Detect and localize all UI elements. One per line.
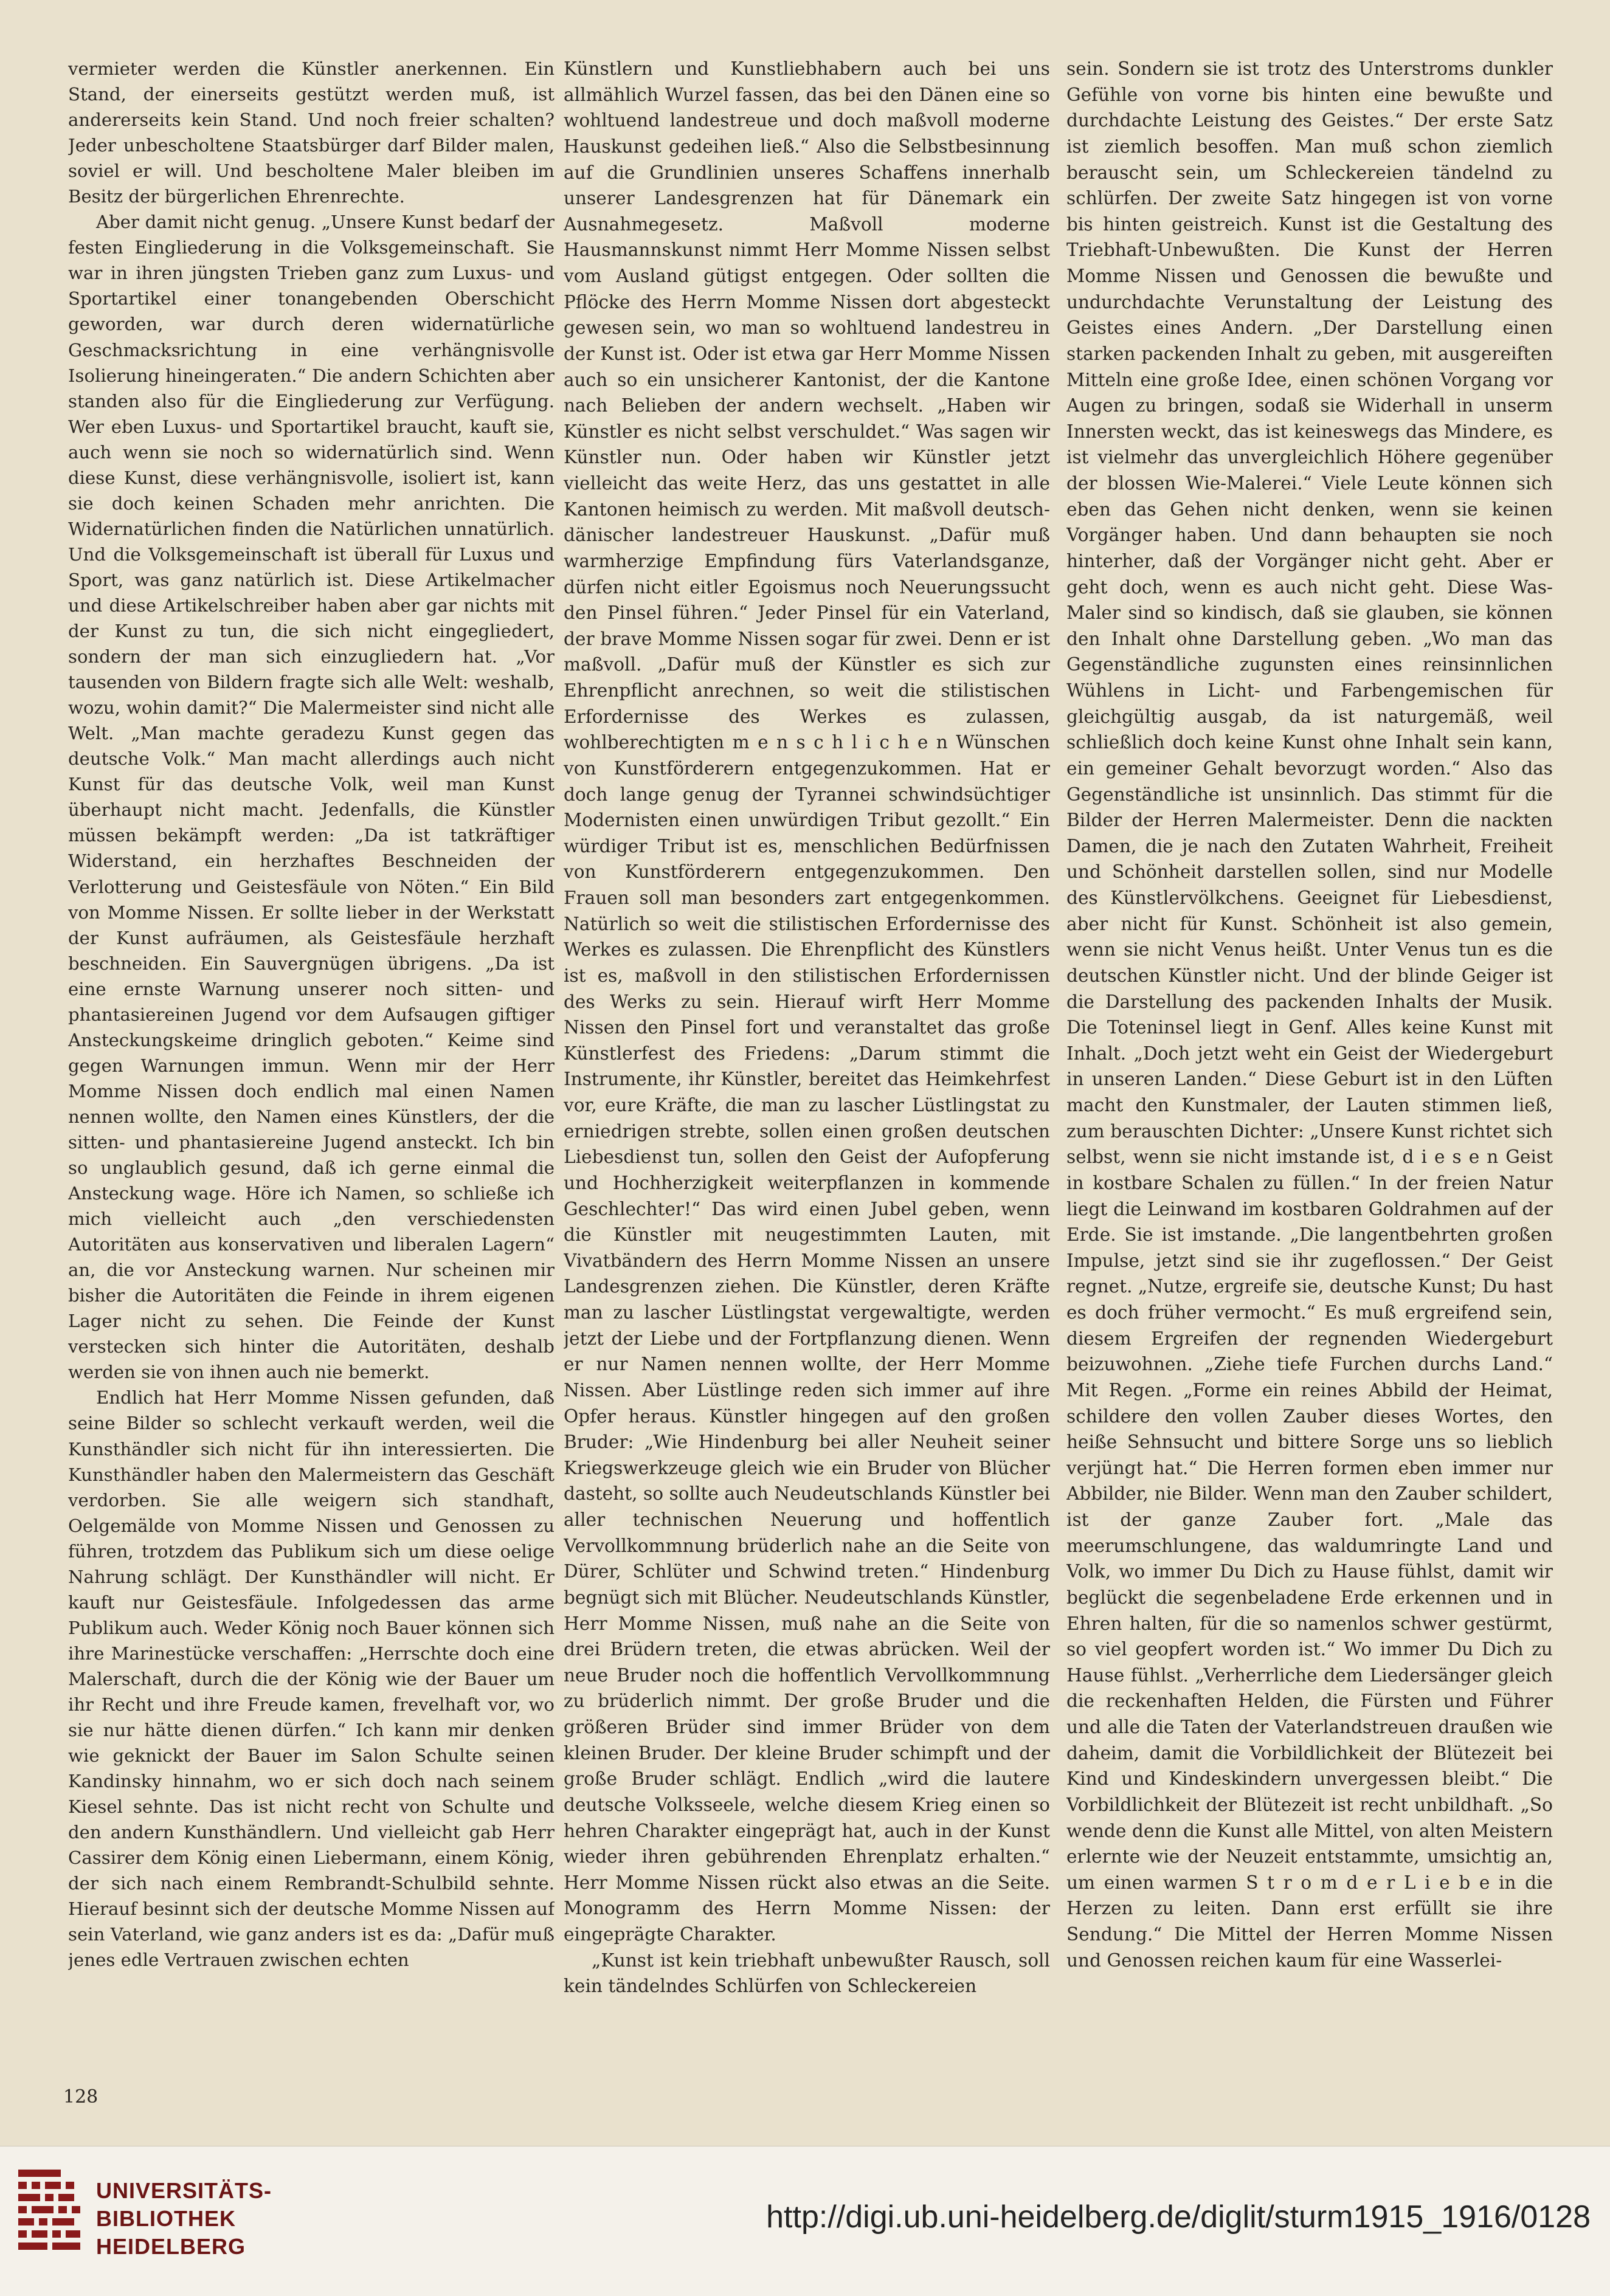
text-column-left [68,56,555,2007]
permalink-url[interactable]: http://digi.ub.uni-heidelberg.de/diglit/sturm1915_1916/0128 [766,2199,1591,2235]
paragraph: sein. Sondern sie ist trotz des Unterstroms dunkler Gefühle von vorne bis hinten eine bewußte und durchdachte Leistung des Geistes.“ Der erste Satz ist ziemlich besoffen. Man muß schon ziemlich berauscht sein, um Schleckereien tändelnd zu schlürfen. Der zweite Satz hingegen ist von vorne bis hinten geistreich. Kunst ist die Gestaltung des Triebhaft-Unbewußten. Die Kunst der Herren Momme Nissen und Genossen die bewußte und undurchdachte Verunstaltung der Leistung des Geistes eines Andern. „Der Darstellung einen starken packenden Inhalt zu geben, mit ausgereiften Mitteln eine große Idee, einen schönen Vorgang vor Augen zu bringen, sodaß sie Widerhall in unserm Innersten weckt, das ist keineswegs das Mindere, es ist vielmehr das unvergleichlich Höhere gegenüber der blossen Wie-Malerei.“ Viele Leute können sich eben das Gehen nicht denken, wenn sie keinen Vorgänger haben. Und dann behaupten sie noch hinterher, daß der Vorgänger nicht geht. Aber er geht doch, wenn es auch nicht geht. Diese Was-Maler sind so kindisch, daß sie glauben, sie können den Inhalt ohne Darstellung geben. „Wo man das Gegenständliche zugunsten eines reinsinnlichen Wühlens in Licht- und Farbengemischen für gleichgültig ausgab, da ist naturgemäß, weil schließlich doch keine Kunst ohne Inhalt sein kann, ein gemeiner Gehalt bevorzugt worden.“ Also das Gegenständliche ist unsinnlich. Das stimmt für die Bilder der Herren Malermeister. Denn die nackten Damen, die je nach den Zutaten Wahrheit, Freiheit und Schönheit darstellen sollen, sind nur Modelle des Künstlervölkchens. Geeignet für Liebesdienst, aber nicht für Kunst. Schönheit ist also gemein, wenn sie nicht Venus heißt. Unter Venus tun es die deutschen Künstler nicht. Und der blinde Geiger ist die Darstellung des packenden Inhalts der Musik. Die Toteninsel liegt in Genf. Alles keine Kunst mit Inhalt. „Doch jetzt weht ein Geist der Wiedergeburt in unseren Landen.“ Diese Geburt ist in den Lüften macht den Kunstmaler, der Lauten stimmen ließ, zum berauschten Dichter: „Unsere Kunst richtet sich selbst, wenn sie nicht imstande ist, d i e s e n Geist in kostbare Schalen zu füllen.“ In der freien Natur liegt die Leinwand im kostbaren Goldrahmen auf der Erde. Sie ist imstande. „Die langentbehrten großen Impulse, jetzt sind sie ihr zugeflossen.“ Der Geist regnet. „Nutze, ergreife sie, deutsche Kunst; Du hast es doch früher vermocht.“ Es muß ergreifend sein, diesem Ergreifen der regnenden Wiedergeburt beizuwohnen. „Ziehe tiefe Furchen durchs Land.“ Mit Regen. „Forme ein reines Abbild der Heimat, schildere den vollen Zauber dieses Wortes, den heiße Sehnsucht und bittere Sorge uns so lieblich verjüngt hat.“ Die Herren formen eben immer nur Abbilder, nie Bilder. Wenn man den Zauber schildert, ist der ganze Zauber fort. „Male das meerumschlungene, das waldumringte Land und Volk, wo immer Du Dich zu Hause fühlst, damit wir beglückt die segenbeladene Erde erkennen und in Ehren halten, für die so namenlos schwer gestürmt, so viel geopfert worden ist.“ Wo immer Du Dich zu Hause fühlst. „Verherrliche dem Liedersänger gleich die reckenhaften Helden, die Fürsten und Führer und alle die Taten der Vaterlandstreuen draußen wie daheim, damit die Vorbildlichkeit der Blütezeit bei Kind und Kindeskindern unvergessen bleibt.“ Die Vorbildlichkeit der Blütezeit ist recht unbildhaft. „So wende denn die Kunst alle Mittel, von alten Meistern erlernte wie der Neuzeit entstammte, umsichtig an, um einen warmen S t r o m d e r L i e b e in die Herzen zu leiten. Dann erst erfüllt sie ihre Sendung.“ Die Mittel der Herren Momme Nissen und Genossen reichen kaum für eine Wasserlei- [1066,58,1553,1971]
library-name-line-2: BIBLIOTHEK [96,2206,236,2231]
paragraph: vermieter werden die Künstler anerkennen. Ein Stand, der einerseits gestützt werden muß, ist andererseits kein Stand. Und noch freier schalten? Jeder unbescholtene Staatsbürger darf Bilder malen, soviel er will. Und bescholtene Maler bleiben im Besitz der bürgerlichen Ehrenrechte. [68,58,555,207]
page-number: 128 [63,2086,98,2108]
paragraph: Endlich hat Herr Momme Nissen gefunden, daß seine Bilder so schlecht verkauft werden, weil die Kunsthändler sich nicht für ihn interessierten. Die Kunsthändler haben den Malermeistern das Geschäft verdorben. Sie alle weigern sich standhaft, Oelgemälde von Momme Nissen und Genossen zu führen, trotzdem das Publikum sich um diese oelige Nahrung schlägt. Der Kunsthändler will nicht. Er kauft nur Geistesfäule. Infolgedessen das arme Publikum auch. Weder König noch Bauer können sich ihre Marinestücke verschaffen: „Herrschte doch eine Malerschaft, durch die der König wie der Bauer um ihr Recht und ihre Freude kamen, frevelhaft vor, wo sie nur hätte dienen dürfen.“ Ich kann mir denken wie geknickt der Bauer im Salon Schulte seinen Kandinsky hinnahm, wo er sich doch nach seinem Kiesel sehnte. Das ist nicht recht von Schulte und den andern Kunsthändlern. Und vielleicht gab Herr Cassirer dem König einen Liebermann, einem König, der sich nach einem Rembrandt-Schulbild sehnte. Hierauf besinnt sich der deutsche Momme Nissen auf sein Vaterland, wie ganz anders ist es da: „Dafür muß jenes edle Vertrauen zwischen echten [68,1387,555,1971]
library-name [96,2177,272,2261]
text-column-middle [564,56,1050,2007]
university-library-logo-icon [18,2170,85,2261]
paragraph: Aber damit nicht genug. „Unsere Kunst bedarf der festen Eingliederung in die Volksgemeinschaft. Sie war in ihren jüngsten Trieben ganz zum Luxus- und Sportartikel einer tonangebenden Oberschicht geworden, war durch deren widernatürliche Geschmacksrichtung in eine verhängnisvolle Isolierung hineingeraten.“ Die andern Schichten aber standen also für die Eingliederung zur Verfügung. Wer eben Luxus- und Sportartikel braucht, kauft sie, auch wenn sie noch so widernatürlich sind. Wenn diese Kunst, diese verhängnisvolle, isoliert ist, kann sie doch keinen Schaden mehr anrichten. Die Widernatürlichen finden die Natürlichen unnatürlich. Und die Volksgemeinschaft ist überall für Luxus und Sport, was ganz natürlich ist. Diese Artikelmacher und diese Artikelschreiber haben aber gar nichts mit der Kunst zu tun, die sich nicht eingegliedert, sondern der man sich einzugliedern hat. „Vor tausenden von Bildern fragte sich alle Welt: weshalb, wozu, wohin damit?“ Die Malermeister sind nicht alle Welt. „Man machte geradezu Kunst gegen das deutsche Volk.“ Man macht allerdings auch nicht Kunst für das deutsche Volk, weil man Kunst überhaupt nicht macht. Jedenfalls, die Künstler müssen bekämpft werden: „Da ist tatkräftiger Widerstand, ein herzhaftes Beschneiden der Verlotterung und Geistesfäule von Nöten.“ Ein Bild von Momme Nissen. Er sollte lieber in der Werkstatt der Kunst aufräumen, als Geistesfäule herzhaft beschneiden. Ein Sauvergnügen übrigens. „Da ist eine ernste Warnung unserer noch sitten- und phantasiereinen Jugend vor dem Aufsaugen giftiger Ansteckungskeime dringlich geboten.“ Keime sind gegen Warnungen immun. Wenn mir der Herr Momme Nissen doch endlich mal einen Namen nennen wollte, den Namen eines Künstlers, der die sitten- und phantasiereine Jugend ansteckt. Ich bin so unglaublich gesund, daß ich gerne einmal die Ansteckung wage. Höre ich Namen, so schließe ich mich vielleicht auch „den verschiedensten Autoritäten aus konservativen und liberalen Lagern“ an, die vor Ansteckung warnen. Nur scheinen mir bisher die Autoritäten die Feinde in ihrem eigenen Lager nicht zu sehen. Die Feinde der Kunst verstecken sich hinter die Autoritäten, deshalb werden sie von ihnen auch nie bemerkt. [68,212,555,1383]
paragraph: „Kunst ist kein triebhaft unbewußter Rausch, soll kein tändelndes Schlürfen von Schleckereien [564,1950,1050,1997]
library-name-line-3: HEIDELBERG [96,2234,246,2259]
library-name-line-1: UNIVERSITÄTS- [96,2178,272,2203]
library-footer [0,2146,1610,2296]
text-column-right [1066,56,1553,2007]
paragraph: Künstlern und Kunstliebhabern auch bei uns allmählich Wurzel fassen, das bei den Dänen eine so wohltuend landestreue und doch maßvoll moderne Hauskunst gedeihen ließ.“ Also die Selbstbesinnung auf die Grundlinien unseres Schaffens innerhalb unserer Landesgrenzen hat für Dänemark ein Ausnahmegesetz. Maßvoll moderne Hausmannskunst nimmt Herr Momme Nissen selbst vom Ausland gütigst entgegen. Oder sollten die Pflöcke des Herrn Momme Nissen dort abgesteckt gewesen sein, wo man so wohltuend landestreu in der Kunst ist. Oder ist etwa gar Herr Momme Nissen auch so ein unsicherer Kantonist, der die Kantone nach Belieben der andern wechselt. „Haben wir Künstler es nicht selbst verschuldet.“ Was sagen wir Künstler nun. Oder haben wir Künstler jetzt vielleicht das weite Herz, das uns gestattet in alle Kantonen heimisch zu werden. Mit maßvoll deutsch-dänischer landestreuer Hauskunst. „Dafür muß warmherzige Empfindung fürs Vaterlandsganze, dürfen nicht eitler Egoismus noch Neuerungssucht den Pinsel führen.“ Jeder Pinsel für ein Vaterland, der brave Momme Nissen sogar für zwei. Denn er ist maßvoll. „Dafür muß der Künstler es sich zur Ehrenpflicht anrechnen, so weit die stilistischen Erfordernisse des Werkes es zulassen, wohlberechtigten m e n s c h l i c h e n Wünschen von Kunstförderern entgegenzukommen. Hat er doch lange genug der Tyrannei schwindsüchtiger Modernisten einen unwürdigen Tribut gezollt.“ Ein würdiger Tribut ist es, menschlichen Bedürfnissen von Kunstförderern entgegenzukommen. Den Frauen soll man besonders zart entgegenkommen. Natürlich so weit die stilistischen Erfordernisse des Werkes es zulassen. Die Ehrenpflicht des Künstlers ist es, maßvoll in den stilistischen Erfordernissen des Werks zu sein. Hierauf wirft Herr Momme Nissen den Pinsel fort und veranstaltet das große Künstlerfest des Friedens: „Darum stimmt die Instrumente, ihr Künstler, bereitet das Heimkehrfest vor, eure Kräfte, die man zu lascher Lüstlingstat zu erniedrigen strebte, sollen einen großen deutschen Liebesdienst tun, sollen den Geist der Aufopferung und Hochherzigkeit weiterpflanzen in kommende Geschlechter!“ Das wird einen Jubel geben, wenn die Künstler mit neugestimmten Lauten, mit Vivatbändern des Herrn Momme Nissen an unsere Landesgrenzen ziehen. Die Künstler, deren Kräfte man zu lascher Lüstlingstat vergewaltigte, werden jetzt der Liebe und der Fortpflanzung dienen. Wenn er nur Namen nennen wollte, der Herr Momme Nissen. Aber Lüstlinge reden sich immer auf ihre Opfer heraus. Künstler hingegen auf den großen Bruder: „Wie Hindenburg bei aller Neuheit seiner Kriegswerkzeuge gleich wie ein Bruder von Blücher dasteht, so sollte auch Neudeutschlands Künstler bei aller technischen Neuerung und hoffentlich Vervollkommnung brüderlich nahe an die Seite von Dürer, Schlüter und Schwind treten.“ Hindenburg begnügt sich mit Blücher. Neudeutschlands Künstler, Herr Momme Nissen, muß nahe an die Seite von drei Brüdern treten, die etwas abrücken. Weil der neue Bruder noch die hoffentlich Vervollkommnung zu brüderlich nimmt. Der große Bruder und die größeren Brüder sind immer Brüder von dem kleinen Bruder. Der kleine Bruder schimpft und der große Bruder schlägt. Endlich „wird die lautere deutsche Volksseele, welche diesem Krieg einen so hehren Charakter eingeprägt hat, auch in der Kunst wieder ihren gebührenden Ehrenplatz erhalten.“ Herr Momme Nissen rückt also etwas an die Seite. Monogramm des Herrn Momme Nissen: der eingeprägte Charakter. [564,58,1050,1945]
